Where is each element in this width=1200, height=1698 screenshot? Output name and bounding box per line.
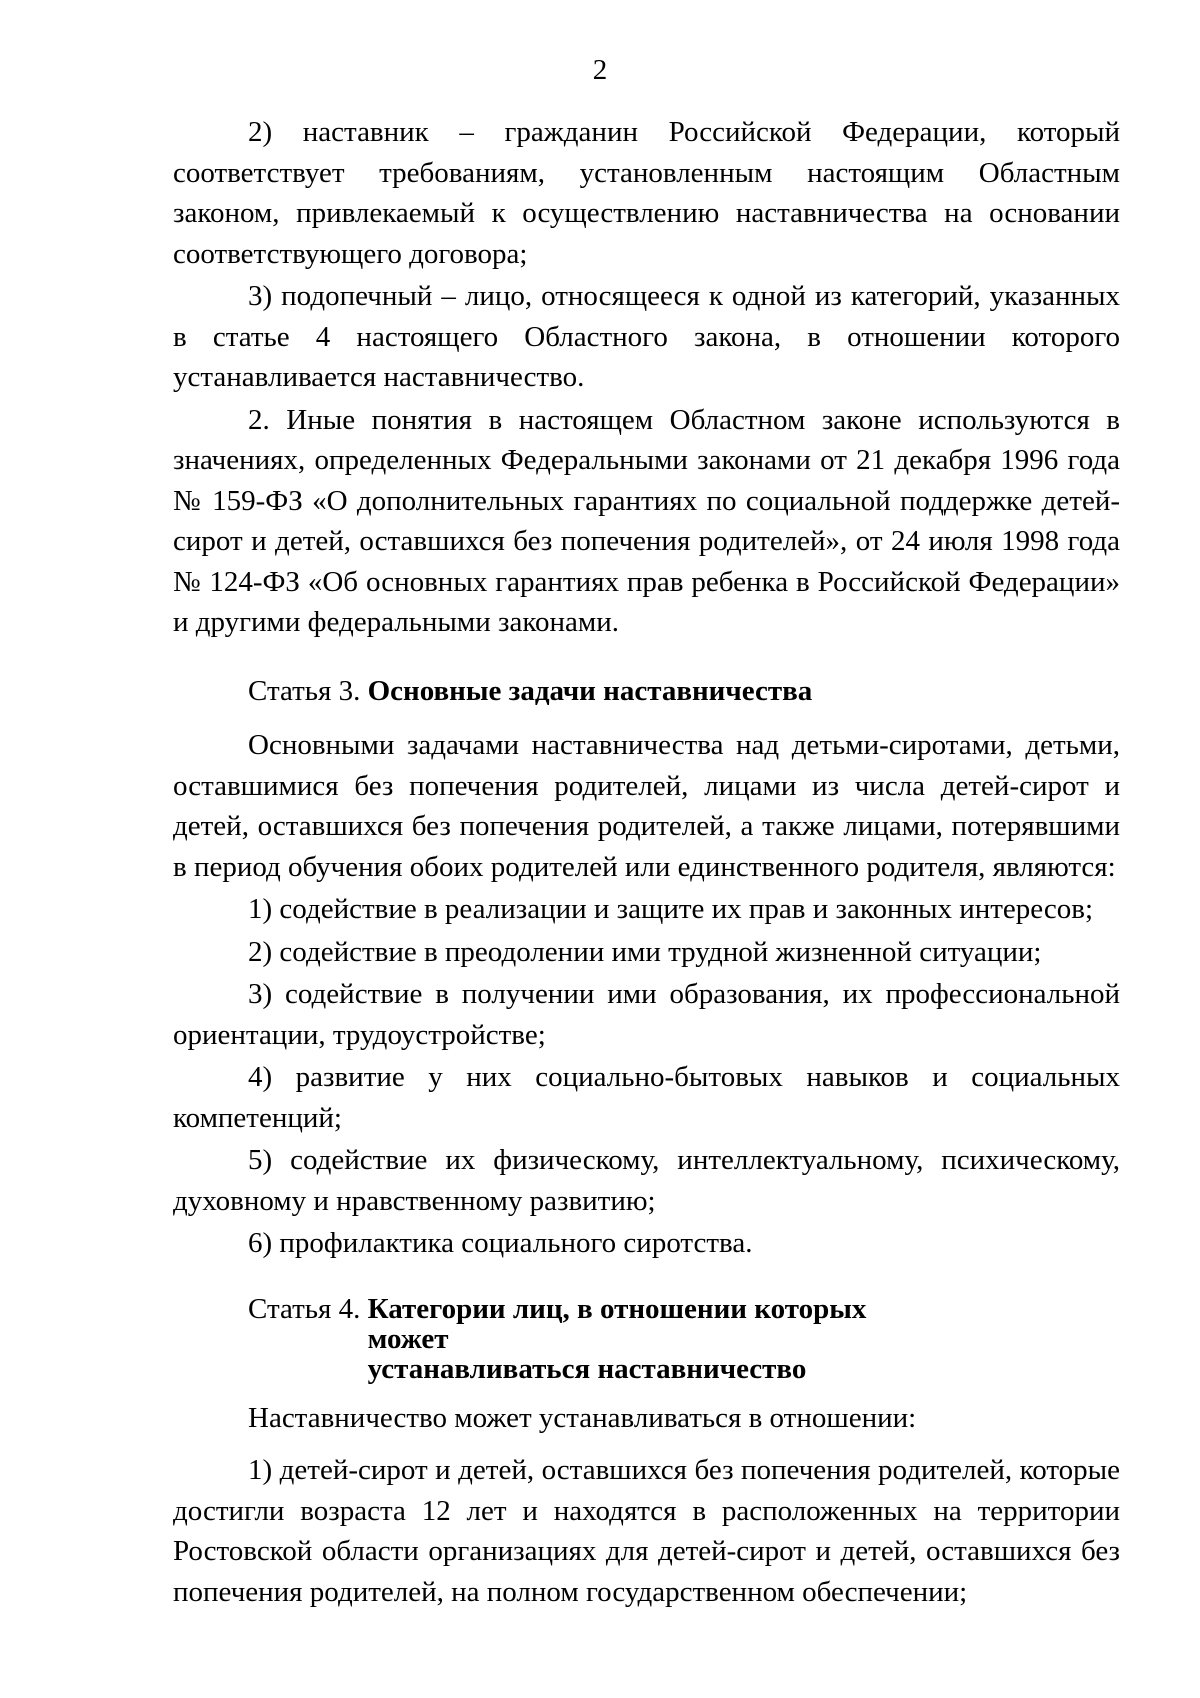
page-number: 2	[592, 54, 608, 86]
article-3-title: Основные задачи наставничества	[367, 674, 813, 707]
paragraph-ward-definition: 3) подопечный – лицо, относящееся к одной из категорий, указанных в статье 4 настоящего Областного закона, в отношении которого устанавливается наставничество.	[173, 280, 1120, 393]
paragraph-other-concepts: 2. Иные понятия в настоящем Областном законе используются в значениях, определенных Федеральными законами от 21 декабря 1996 года № 159-ФЗ «О дополнительных гарантиях по социальной поддержке детей-сирот и детей, оставшихся без попечения родителей», от 24 июля 1998 года № 124-ФЗ «Об основных гарантиях прав ребенка в Российской Федерации» и другими федеральными законами.	[173, 403, 1120, 638]
list-item-task-3: 3) содействие в получении ими образования, их профессиональной ориентации, трудоустройстве;	[173, 978, 1120, 1051]
paragraph-main-tasks-intro: Основными задачами наставничества над детьми-сиротами, детьми, оставшимися без попечения родителей, лицами из числа детей-сирот и детей, оставшихся без попечения родителей, а также лицами, потерявшими в период обучения обоих родителей или единственного родителя, являются:	[173, 729, 1120, 883]
list-item-task-2: 2) содействие в преодолении ими трудной жизненной ситуации;	[248, 935, 1042, 968]
article-3-label: Статья 3.	[248, 674, 368, 707]
list-item-task-4: 4) развитие у них социально-бытовых навыков и социальных компетенций;	[173, 1061, 1120, 1134]
paragraph-mentor-definition: 2) наставник – гражданин Российской Федерации, который соответствует требованиям, установленным настоящим Областным законом, привлекаемый к осуществлению наставничества на основании соответствующего договора;	[173, 116, 1120, 270]
article-4-title-line-2: устанавливаться наставничество	[367, 1352, 807, 1385]
article-3-heading	[173, 671, 1120, 712]
list-item-category-1: 1) детей-сирот и детей, оставшихся без попечения родителей, которые достигли возраста 12 лет и находятся в расположенных на территории Ростовской области организациях для детей-сирот и детей, оставшихся без попечения родителей, на полном государственном обеспечении;	[173, 1454, 1120, 1608]
list-item-task-6: 6) профилактика социального сиротства.	[248, 1227, 753, 1259]
list-item-task-1: 1) содействие в реализации и защите их прав и законных интересов;	[248, 893, 1094, 925]
article-4-title	[368, 1294, 928, 1384]
article-4-label: Статья 4.	[248, 1292, 368, 1325]
paragraph-mentorship-applies-to: Наставничество может устанавливаться в отношении:	[248, 1401, 917, 1434]
list-item-task-5: 5) содействие их физическому, интеллектуальному, психическому, духовному и нравственному развитию;	[173, 1144, 1120, 1217]
document-body	[173, 112, 1120, 1614]
article-4-title-line-1: Категории лиц, в отношении которых может	[367, 1292, 867, 1355]
article-4-heading	[173, 1294, 1120, 1384]
